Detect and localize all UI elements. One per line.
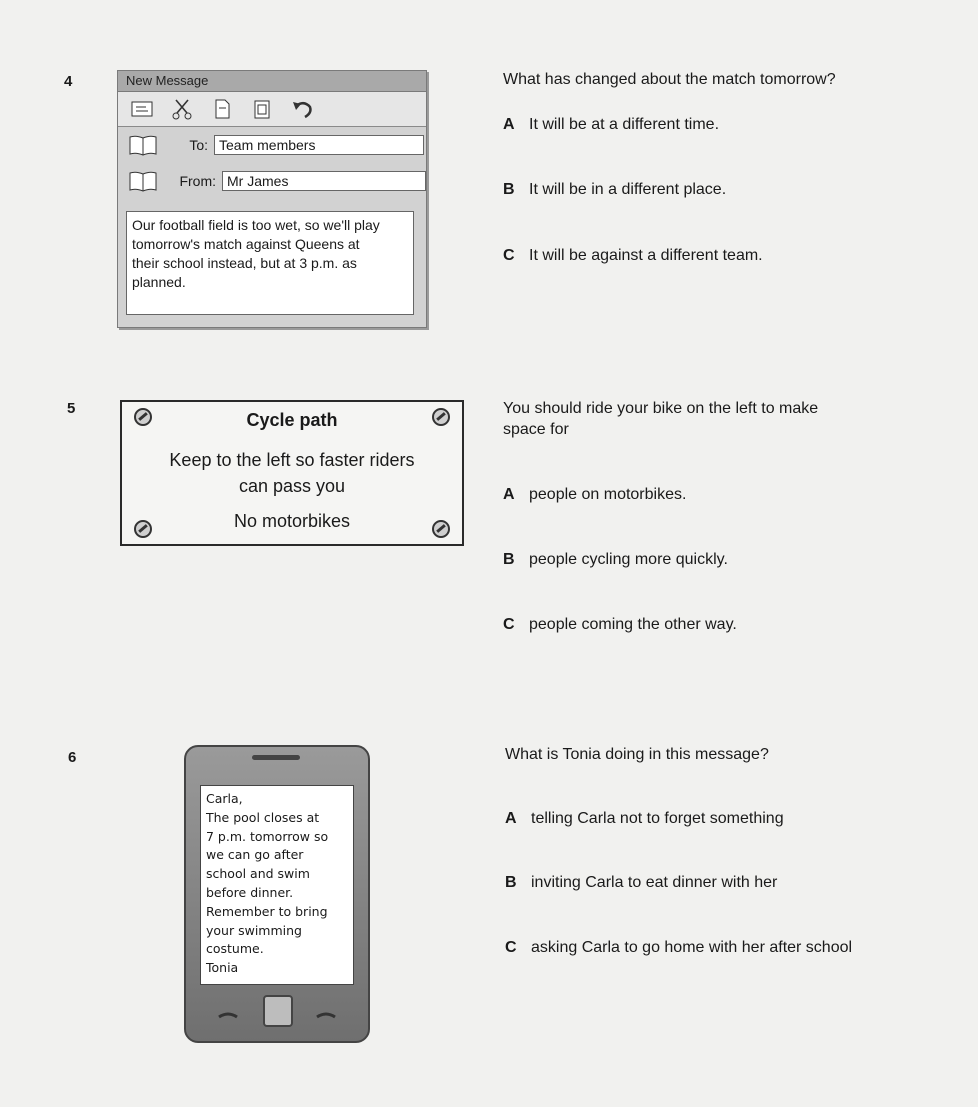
to-field: Team members [214,135,424,155]
question-number: 5 [67,400,76,417]
question-text: What is Tonia doing in this message? [505,746,769,763]
sign-text: Keep to the left so faster riders can pass you [169,450,415,496]
scissors-icon [168,97,196,121]
email-body-line: Our football field is too wet, so we'll play [132,217,380,233]
option-c: C asking Carla to go home with her after school [505,939,853,956]
question-text: What has changed about the match tomorrow? [503,71,836,88]
undo-icon [288,97,316,121]
to-row [118,127,426,163]
option-c: C It will be against a different team. [503,247,763,264]
option-b: B people cycling more quickly. [503,551,728,568]
option-b: B inviting Carla to eat dinner with her [505,874,778,891]
email-body-line: tomorrow's match against Queens at [132,236,360,252]
send-icon [128,97,156,121]
option-a: A people on motorbikes. [503,486,687,503]
paste-icon [248,97,276,121]
sign-text: No motorbikes [233,511,351,531]
email-body [126,211,414,315]
question-number: 6 [68,749,77,766]
email-body-line: planned. [132,274,186,290]
home-button [263,995,293,1027]
question-text: You should ride your bike on the left to make space for [503,400,819,438]
end-call-icon [314,1003,338,1027]
email-toolbar [118,92,426,127]
from-field: Mr James [222,171,426,191]
option-b: B It will be in a different place. [503,181,727,198]
address-book-icon [128,170,158,192]
email-body-line: their school instead, but at 3 p.m. as [132,255,357,271]
from-row [118,163,426,199]
mobile-phone [184,745,370,1043]
cycle-path-sign [120,400,464,546]
copy-icon [208,97,236,121]
text-message: Carla, The pool closes at 7 p.m. tomorrow so we can go after school and swim before dinner. Remember to bring your swimming costume. Tonia [200,785,354,985]
option-c: C people coming the other way. [503,616,737,633]
address-book-icon [128,134,158,156]
email-window [117,70,427,328]
option-a: A It will be at a different time. [503,116,720,133]
to-label: To: [189,137,208,153]
email-window-title: New Message [118,71,426,92]
phone-speaker [252,755,300,760]
call-icon [216,1003,240,1027]
option-a: A telling Carla not to forget something [505,810,784,827]
from-label: From: [179,173,216,189]
sign-title: Cycle path [246,410,338,430]
question-number: 4 [64,73,73,90]
